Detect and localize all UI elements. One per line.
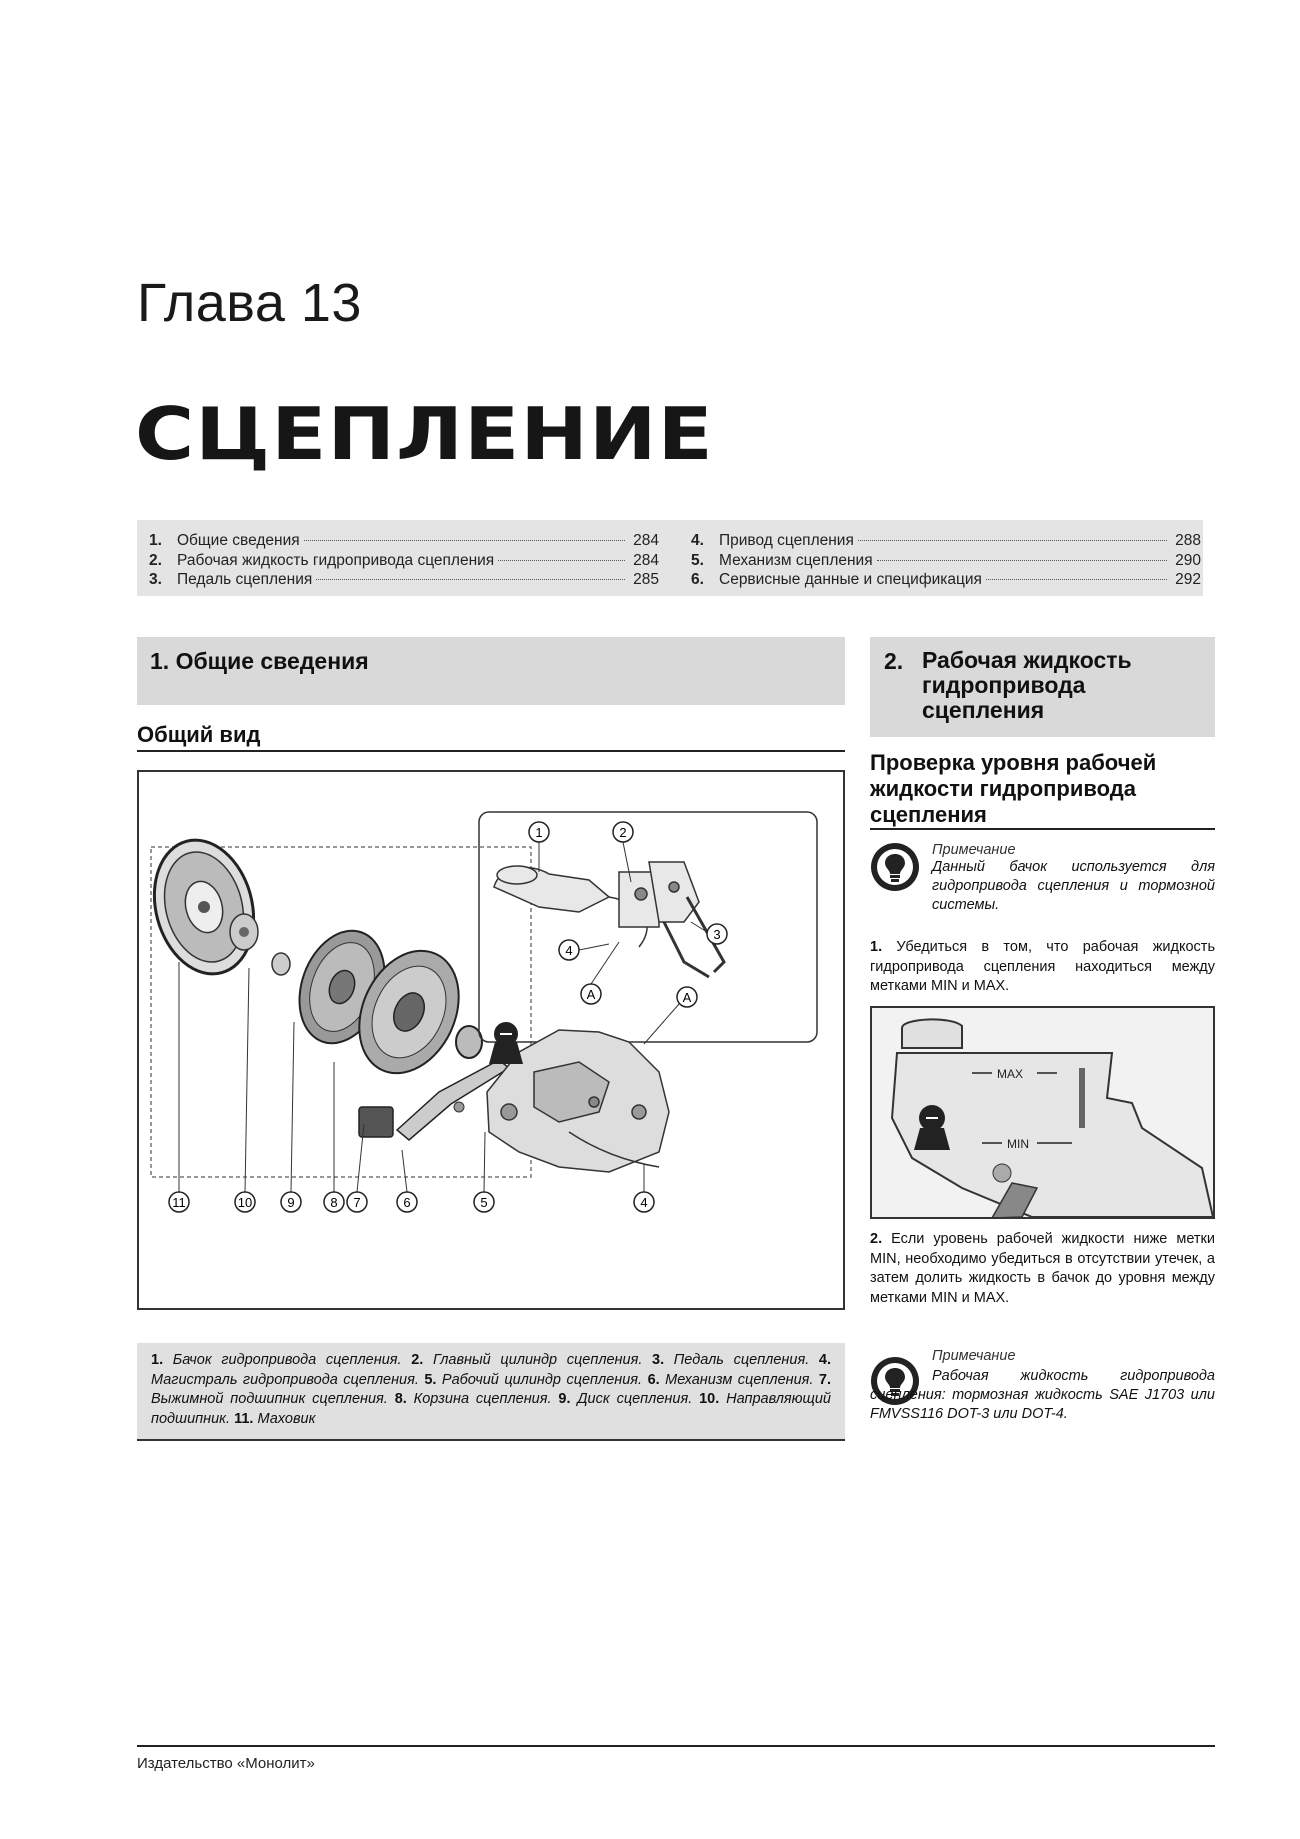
callout-5 [474,1192,494,1212]
callout-10 [235,1192,255,1212]
toc-item[interactable]: 1. Общие сведения 284 [149,532,659,549]
guide-bearing-drawing [272,953,290,975]
toc-right-column [691,532,1201,591]
svg-text:8: 8 [330,1195,338,1210]
svg-text:A: A [682,990,692,1005]
pedal-assembly-drawing [494,862,724,977]
divider [870,828,1215,830]
callout-8 [324,1192,344,1212]
svg-text:6: 6 [403,1195,411,1210]
toc-left-column [149,532,659,591]
section-2-title: Рабочая жидкость гидропривода сцепления [922,647,1132,723]
callout-inset-3 [707,924,727,944]
callout-engine-A [677,987,697,1007]
note-text: Данный бачок используется для гидропривода сцепления и тормозной системы. [932,859,1215,913]
svg-text:A: A [586,987,596,1002]
step-2: 2. Если уровень рабочей жидкости ниже метки MIN, необходимо убедиться в отсутствии утечек, а затем долить жидкость в бачок до уровня между метками MIN и MAX. [870,1231,1215,1306]
toc-item[interactable]: 3. Педаль сцепления 285 [149,571,659,588]
reservoir-photo [870,1006,1215,1219]
chapter-title: СЦЕПЛЕНИЕ [135,392,714,476]
toc-item[interactable]: 2. Рабочая жидкость гидропривода сцепления 284 [149,551,659,569]
toc-item[interactable]: 6. Сервисные данные и спецификация 292 [691,571,1201,588]
toc-item[interactable]: 5. Механизм сцепления 290 [691,551,1201,569]
toc-item[interactable]: 4. Привод сцепления 288 [691,532,1201,549]
divider [137,750,845,752]
callout-inset-2 [613,822,633,842]
clutch-diagram [137,770,845,1310]
svg-text:1: 1 [535,825,543,840]
clutch-diagram-svg [139,772,843,1308]
svg-text:7: 7 [353,1195,361,1210]
section-1-title: 1. Общие сведения [150,648,369,674]
section-2-number: 2. [884,648,904,674]
fork-boot-drawing [359,1107,393,1137]
table-of-contents [137,520,1203,596]
svg-text:5: 5 [480,1195,488,1210]
hand-warning-icon [489,1022,523,1064]
callout-4 [634,1192,654,1212]
section-1-subtitle: Общий вид [137,722,261,747]
reservoir-svg [872,1008,1213,1217]
svg-text:2: 2 [619,825,627,840]
figure-caption: 1. Бачок гидропривода сцепления. 2. Главный цилиндр сцепления. 3. Педаль сцепления. 4. Магистраль гидропривода сцепления. 5. Рабочий цилиндр сцепления. 6. Механизм сцепления. 7. Выжимной подшипник сцепления. 8. Корзина сцепления. 9. Диск сцепления. 10. Направляющий подшипник. 11. Маховик [137,1343,845,1441]
callout-9 [281,1192,301,1212]
chapter-label: Глава 13 [137,273,362,333]
note-title: Примечание [932,1348,1016,1364]
flywheel-drawing [140,829,268,985]
max-mark: MAX [997,1067,1024,1081]
step-1: 1. Убедиться в том, что рабочая жидкость гидропривода сцепления находиться между метками MIN и MAX. [870,939,1215,994]
svg-text:3: 3 [713,927,721,942]
note-title: Примечание [932,842,1016,858]
callout-inset-1 [529,822,549,842]
callout-inset-A [581,984,601,1004]
section-2-subtitle: Проверка уровня рабочей жидкости гидропривода сцепления [870,750,1157,827]
callout-inset-4 [559,940,579,960]
svg-text:4: 4 [640,1195,648,1210]
release-bearing-drawing [456,1026,482,1058]
callout-6 [397,1192,417,1212]
callout-11 [169,1192,189,1212]
svg-text:11: 11 [172,1195,186,1210]
svg-text:4: 4 [565,943,573,958]
lightbulb-icon [870,842,920,892]
publisher-footer: Издательство «Монолит» [137,1755,315,1772]
svg-text:9: 9 [287,1195,295,1210]
svg-text:10: 10 [237,1195,253,1210]
callout-7 [347,1192,367,1212]
footer-divider [137,1745,1215,1747]
min-mark: MIN [1007,1137,1029,1151]
note-text: Рабочая жидкость гидропривода сцепления: тормозная жидкость SAE J1703 или FMVSS116 DOT-3 или DOT-4. [870,1368,1215,1422]
